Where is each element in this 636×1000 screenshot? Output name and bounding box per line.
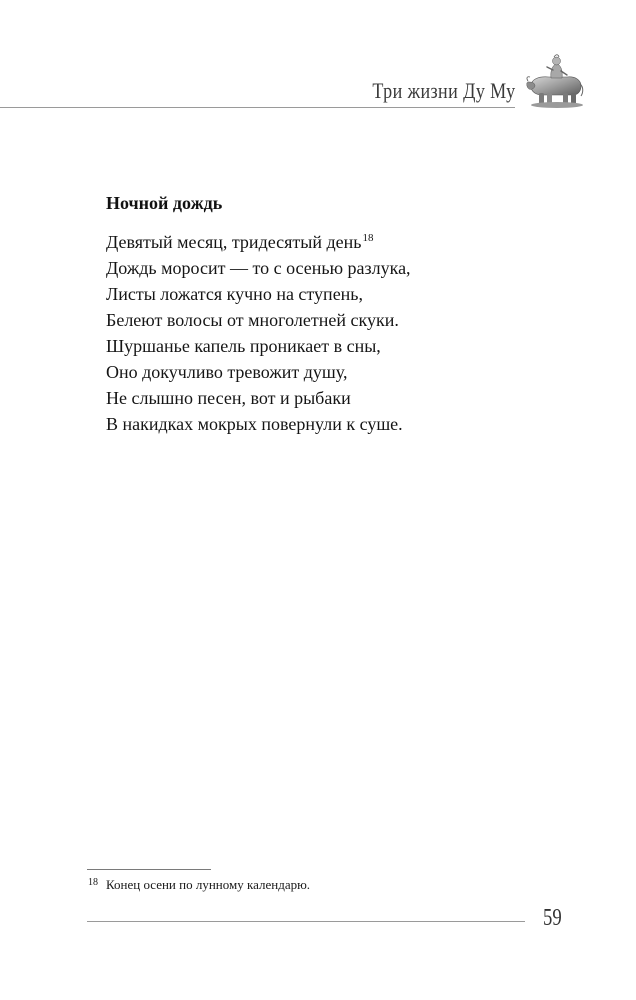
poem-stanza — [106, 229, 411, 437]
poem-line: В накидках мокрых повернули к суше. — [106, 414, 403, 434]
poem-line: Листы ложатся кучно на ступень, — [106, 284, 364, 304]
poem-line: Шуршанье капель проникает в сны, — [106, 336, 381, 356]
poem-line: Дождь моросит — то с осенью разлука, — [106, 258, 411, 278]
footnote — [88, 877, 310, 893]
poem-line: Белеют волосы от многолетней скуки. — [106, 310, 399, 330]
poem-line-text: Девятый месяц, тридесятый день — [106, 232, 362, 252]
poem-title: Ночной дождь — [106, 193, 223, 213]
footer-rule — [87, 921, 525, 922]
poem-line: Оно докучливо тревожит душу, — [106, 362, 348, 382]
header-rule — [0, 107, 515, 108]
page-number: 59 — [543, 905, 562, 931]
poem-line — [106, 229, 411, 255]
footnote-number: 18 — [88, 877, 98, 888]
footnote-separator — [87, 869, 211, 870]
sage-riding-ox-figurine-icon — [525, 52, 585, 110]
running-title: Три жизни Ду Му — [372, 78, 516, 103]
poem-line: Не слышно песен, вот и рыбаки — [106, 388, 351, 408]
footnote-text: Конец осени по лунному календарю. — [106, 877, 311, 892]
footnote-marker[interactable]: 18 — [362, 232, 374, 244]
